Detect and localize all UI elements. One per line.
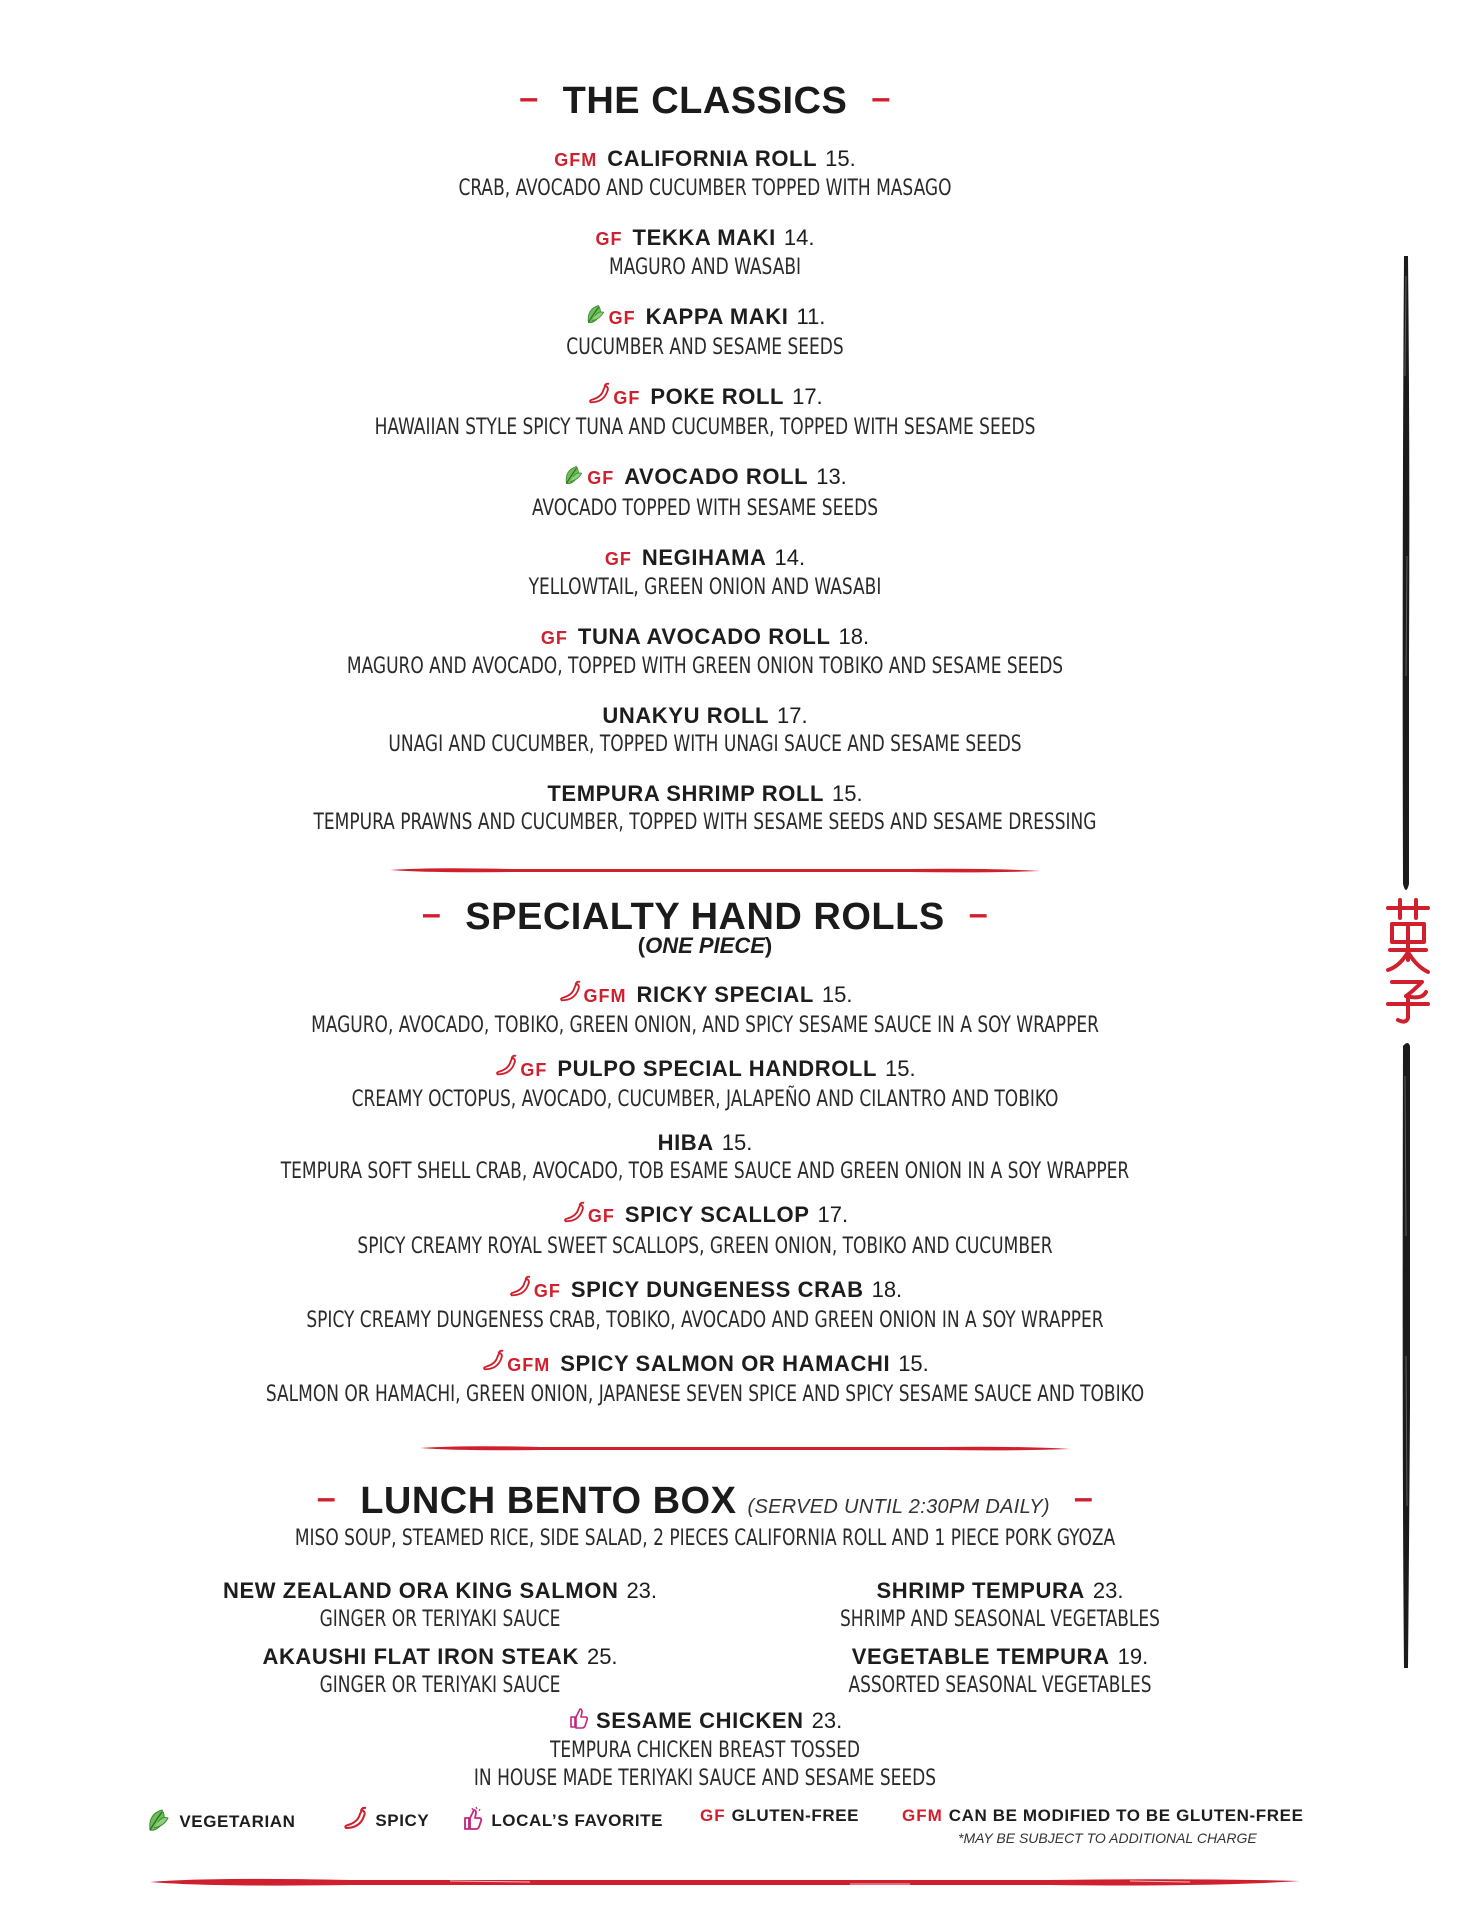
menu-item (150, 622, 1260, 681)
menu-item-price: 17. (817, 1202, 849, 1228)
section-divider (420, 1444, 1070, 1452)
menu-item-description: MAGURO, AVOCADO, TOBIKO, GREEN ONION, AND SPICY SESAME SAUCE IN A SOY WRAPPER (311, 1013, 1099, 1039)
thumbs-up-icon (568, 1707, 588, 1737)
menu-item-description: GINGER OR TERIYAKI SAUCE (319, 1607, 561, 1632)
menu-item (150, 543, 1260, 602)
menu-item-price: 15. (885, 1056, 916, 1082)
menu-item-price: 19. (1117, 1644, 1149, 1669)
hand-rolls-note: (ONE PIECE) (637, 933, 773, 958)
diet-tag: GF (520, 1060, 548, 1081)
menu-item-price: 23. (1092, 1578, 1124, 1603)
menu-item (150, 302, 1260, 362)
diet-tag: GF (587, 468, 615, 489)
menu-item (150, 1054, 1260, 1114)
bottom-brush-stroke (150, 1876, 1300, 1888)
hand-rolls-section (150, 896, 1260, 959)
menu-item-price: 18. (838, 623, 870, 649)
menu-item (150, 779, 1260, 837)
menu-item-line (150, 543, 1260, 574)
diet-tag: GF (613, 388, 641, 409)
menu-item-description: CRAB, AVOCADO AND CUCUMBER TOPPED WITH MASAGO (458, 176, 952, 201)
bento-feature: SESAME CHICKEN 23. TEMPURA CHICKEN BREAST TOSSED IN HOUSE MADE TERIYAKI SAUCE AND SESAME SEEDS (150, 1706, 1260, 1793)
menu-item-description: ASSORTED SEASONAL VEGETABLES (848, 1673, 1152, 1698)
diet-tag: GF (587, 1206, 615, 1227)
menu-item (150, 223, 1260, 282)
pepper-icon (562, 1201, 586, 1233)
menu-item-name: NEGIHAMA (641, 544, 767, 570)
menu-item-price: 14. (783, 225, 815, 250)
menu-item-description: TEMPURA PRAWNS AND CUCUMBER, TOPPED WITH SESAME SEEDS AND SESAME DRESSING (313, 809, 1097, 835)
hand-rolls-title: – SPECIALTY HAND ROLLS – (421, 895, 989, 938)
menu-item-name: SPICY SCALLOP (624, 1202, 810, 1228)
menu-item-line (150, 1349, 1260, 1381)
menu-item-price: 17. (777, 702, 808, 728)
menu-item (150, 382, 1260, 442)
diet-tag: GF (604, 548, 632, 569)
menu-item-line (150, 1054, 1260, 1086)
menu-item-name: PULPO SPECIAL HANDROLL (557, 1056, 877, 1082)
brand-logo (1382, 896, 1434, 1026)
menu-item-line (150, 1275, 1260, 1307)
menu-item-name: SPICY SALMON OR HAMACHI (560, 1350, 891, 1376)
menu-item-line (150, 779, 1260, 809)
menu-item-price: 15. (825, 146, 856, 171)
menu-item-line (150, 382, 1260, 414)
menu-item-name: AVOCADO ROLL (624, 464, 809, 490)
legend-spicy: SPICY (342, 1806, 429, 1837)
menu-item (200, 1576, 680, 1634)
diet-tag: GFM (554, 150, 598, 170)
classics-section (150, 80, 1260, 123)
menu-item-price: 14. (774, 544, 806, 570)
menu-item (150, 1275, 1260, 1335)
menu-item-line (760, 1642, 1240, 1672)
pepper-icon (494, 1054, 518, 1086)
menu-item-description: AVOCADO TOPPED WITH SESAME SEEDS (531, 495, 879, 521)
menu-item (200, 1642, 680, 1700)
classics-title: – THE CLASSICS – (519, 79, 891, 122)
menu-item-price: 18. (871, 1276, 903, 1302)
menu-item-price: 23. (626, 1578, 658, 1603)
menu-item (150, 1200, 1260, 1260)
pepper-icon (481, 1349, 505, 1381)
menu-item-description: CREAMY OCTOPUS, AVOCADO, CUCUMBER, JALAPEÑO AND CILANTRO AND TOBIKO (351, 1087, 1059, 1113)
menu-item (150, 980, 1260, 1040)
menu-item-price: 25. (586, 1644, 618, 1669)
bento-right-column (760, 1576, 1240, 1708)
leaf-icon (146, 1806, 172, 1839)
menu-item-name: HIBA (657, 1130, 714, 1156)
menu-item (760, 1642, 1240, 1700)
menu-item-description: MAGURO AND WASABI (608, 255, 802, 280)
diet-tag: GF (533, 1280, 561, 1301)
menu-item-line (150, 144, 1260, 175)
bento-title: – LUNCH BENTO BOX (SERVED UNTIL 2:30PM DAILY) – (316, 1479, 1094, 1522)
legend-vegetarian: VEGETARIAN (146, 1806, 296, 1839)
menu-item-line (150, 622, 1260, 653)
menu-item-line (150, 1200, 1260, 1232)
section-divider (390, 866, 1040, 874)
pepper-icon (508, 1275, 532, 1307)
menu-item-description: GINGER OR TERIYAKI SAUCE (319, 1673, 561, 1698)
menu-item-line (760, 1576, 1240, 1606)
menu-item-name: AKAUSHI FLAT IRON STEAK (262, 1644, 579, 1669)
bento-section (150, 1480, 1260, 1553)
menu-item-price: 15. (821, 982, 853, 1007)
menu-item-name: KAPPA MAKI (645, 304, 789, 329)
menu-item (150, 1349, 1260, 1409)
menu-item-line (150, 980, 1260, 1012)
classics-list (150, 144, 1260, 857)
pepper-icon (587, 382, 611, 414)
kanji-logo-icon (1382, 896, 1434, 1026)
menu-item-line (200, 1642, 680, 1672)
bento-left-column (200, 1576, 680, 1708)
menu-item-description: SPICY CREAMY ROYAL SWEET SCALLOPS, GREEN ONION, TOBIKO AND CUCUMBER (357, 1233, 1053, 1259)
menu-item-line (150, 701, 1260, 731)
menu-item-name: TUNA AVOCADO ROLL (577, 623, 831, 649)
diet-tag: GF (608, 308, 636, 328)
legend-gluten-free: GF GLUTEN-FREE (700, 1806, 860, 1825)
diet-tag: GF (540, 627, 568, 648)
menu-item-description: YELLOWTAIL, GREEN ONION AND WASABI (528, 574, 882, 600)
menu-item-description: HAWAIIAN STYLE SPICY TUNA AND CUCUMBER, TOPPED WITH SESAME SEEDS (374, 415, 1036, 441)
menu-item-price: 15. (721, 1130, 753, 1156)
menu-item-description: SPICY CREAMY DUNGENESS CRAB, TOBIKO, AVOCADO AND GREEN ONION IN A SOY WRAPPER (306, 1307, 1104, 1333)
menu-item-price: 13. (816, 464, 847, 490)
pepper-icon (558, 980, 582, 1012)
menu-item-line (150, 223, 1260, 254)
menu-item-description: UNAGI AND CUCUMBER, TOPPED WITH UNAGI SAUCE AND SESAME SEEDS (388, 731, 1022, 757)
thumbs-up-icon (462, 1806, 484, 1837)
menu-item-name: UNAKYU ROLL (602, 702, 770, 728)
menu-item (150, 462, 1260, 522)
menu-item-price: 17. (792, 384, 823, 410)
diet-tag: GFM (583, 986, 627, 1006)
menu-item-description: SALMON OR HAMACHI, GREEN ONION, JAPANESE SEVEN SPICE AND SPICY SESAME SAUCE AND TOBIKO (265, 1381, 1145, 1407)
menu-item-price: 15. (898, 1350, 929, 1376)
menu-item (150, 1128, 1260, 1186)
legend-charge-note: *MAY BE SUBJECT TO ADDITIONAL CHARGE (958, 1830, 1257, 1846)
menu-item-name: CALIFORNIA ROLL (607, 146, 818, 171)
menu-item-price: 11. (796, 304, 826, 329)
menu-item-line (150, 302, 1260, 334)
hand-rolls-list (150, 980, 1260, 1423)
menu-item (150, 144, 1260, 203)
menu-item-description: TEMPURA SOFT SHELL CRAB, AVOCADO, TOB ESAME SAUCE AND GREEN ONION IN A SOY WRAPPER (280, 1159, 1130, 1185)
menu-item-name: TEMPURA SHRIMP ROLL (547, 780, 825, 806)
menu-item-line (200, 1576, 680, 1606)
menu-item-name: VEGETABLE TEMPURA (851, 1644, 1110, 1669)
leaf-icon (585, 302, 607, 334)
menu-item-price: 15. (832, 780, 863, 806)
menu-item-description: MAGURO AND AVOCADO, TOPPED WITH GREEN ONION TOBIKO AND SESAME SEEDS (346, 653, 1064, 679)
menu-item (760, 1576, 1240, 1634)
menu-item-description: SHRIMP AND SEASONAL VEGETABLES (839, 1607, 1160, 1632)
leaf-icon (563, 463, 585, 495)
menu-item (150, 701, 1260, 759)
diet-tag: GFM (507, 1354, 551, 1375)
menu-item-name: POKE ROLL (650, 384, 785, 410)
menu-item-name: RICKY SPECIAL (636, 982, 814, 1007)
pepper-icon (342, 1806, 368, 1837)
legend (146, 1806, 1326, 1866)
menu-item-description: CUCUMBER AND SESAME SEEDS (566, 335, 844, 361)
menu-item-name: NEW ZEALAND ORA KING SALMON (222, 1578, 619, 1603)
diet-tag: GF (595, 229, 623, 249)
bento-feature-line: SESAME CHICKEN 23. (150, 1706, 1260, 1737)
menu-item-name: SHRIMP TEMPURA (876, 1578, 1085, 1603)
menu-item-line (150, 462, 1260, 494)
legend-locals-favorite: LOCAL’S FAVORITE (462, 1806, 663, 1837)
menu-item-name: TEKKA MAKI (632, 225, 776, 250)
menu-item-line (150, 1128, 1260, 1158)
menu-item-name: SPICY DUNGENESS CRAB (570, 1276, 864, 1302)
bento-includes: MISO SOUP, STEAMED RICE, SIDE SALAD, 2 PIECES CALIFORNIA ROLL AND 1 PIECE PORK GYOZA (294, 1526, 1116, 1551)
legend-gfm: GFM CAN BE MODIFIED TO BE GLUTEN-FREE (902, 1806, 1304, 1825)
